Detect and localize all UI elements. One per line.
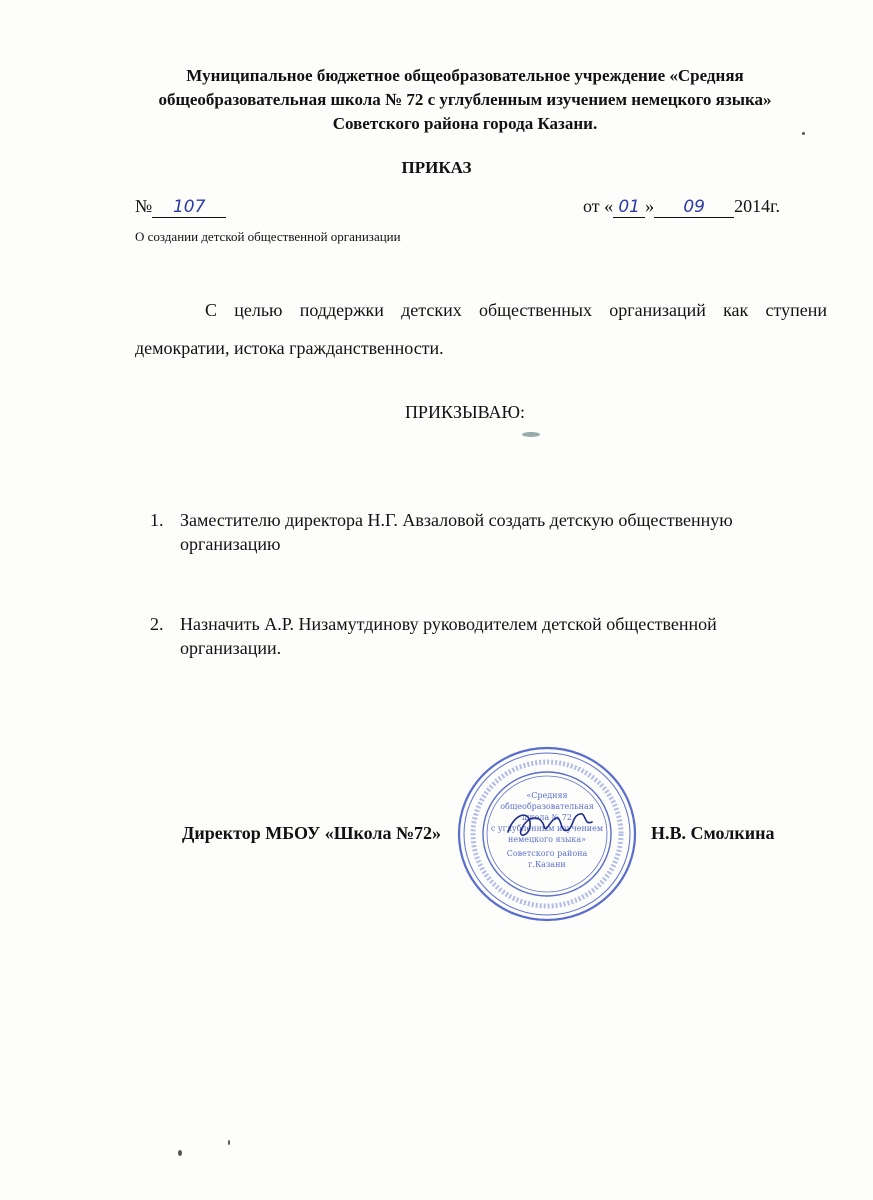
signatory-position: Директор МБОУ «Школа №72» xyxy=(182,823,442,843)
seal-text-line: Советского района xyxy=(506,849,588,858)
order-subject: О создании детской общественной организации xyxy=(135,229,401,244)
command-heading: ПРИКЗЫВАЮ: xyxy=(404,402,526,422)
scan-smudge xyxy=(522,432,540,437)
scan-speck xyxy=(178,1150,182,1156)
document-title: ПРИКАЗ xyxy=(401,158,472,177)
official-seal-stamp xyxy=(456,744,638,924)
seal-text-line: школа № 72 xyxy=(522,813,572,822)
list-item-text: Назначить А.Р. Низамутдинову руководителем детской общественной организации. xyxy=(180,614,717,658)
preamble-paragraph: С целью поддержки детских общественных организаций как ступени демократии, истока гражданственности. xyxy=(135,300,827,358)
order-date-month: 09 xyxy=(683,197,705,217)
seal-text-line: общеобразовательная xyxy=(500,802,594,811)
list-item xyxy=(150,508,810,556)
seal-text-line: немецкого языка» xyxy=(508,835,586,844)
order-number-value: 107 xyxy=(172,197,206,217)
seal-text-line: с углубленным изучением xyxy=(490,824,604,833)
scan-speck xyxy=(802,132,805,135)
order-date xyxy=(583,196,780,218)
order-number xyxy=(135,196,226,218)
seal-text-line: г.Казани xyxy=(528,860,566,869)
order-number-prefix: № xyxy=(135,196,153,216)
order-date-day: 01 xyxy=(618,197,640,217)
list-item-number: 2. xyxy=(150,614,164,634)
order-date-prefix: от « xyxy=(583,196,614,216)
institution-header: Муниципальное бюджетное общеобразовательное учреждение «Средняя общеобразовательная школа № 72 с углубленным изучением немецкого языка» Советского района города Казани. xyxy=(158,66,772,133)
scan-speck xyxy=(228,1140,230,1145)
order-date-year: 2014г. xyxy=(734,196,780,216)
list-item-number: 1. xyxy=(150,510,164,530)
seal-text-line: «Средняя xyxy=(526,791,568,800)
list-item-text: Заместителю директора Н.Г. Авзаловой создать детскую общественную организацию xyxy=(180,510,733,554)
signatory-name: Н.В. Смолкина xyxy=(651,823,775,843)
list-item xyxy=(150,612,810,660)
order-date-mid: » xyxy=(645,196,655,216)
